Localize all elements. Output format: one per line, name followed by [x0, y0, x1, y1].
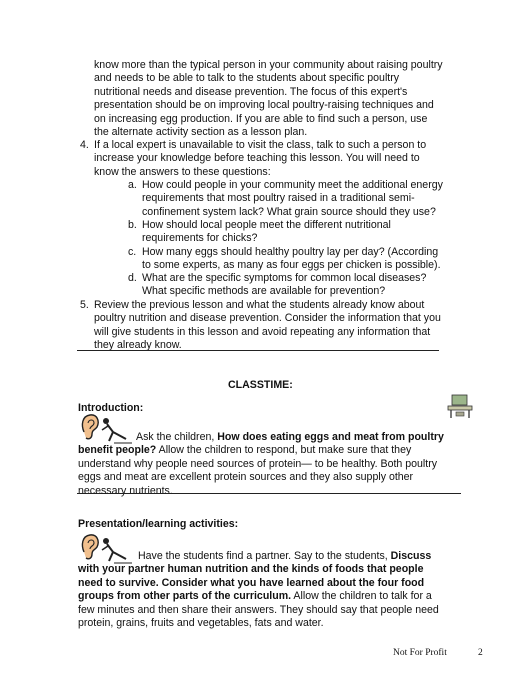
presentation-paragraph: [78, 550, 448, 630]
classtime-heading: CLASSTIME:: [228, 379, 293, 391]
list-item-text: If a local expert is unavailable to visit the class, talk to such a person to increase your knowledge before teaching this lesson. You will need to know the answers to these questions:: [94, 139, 427, 178]
introduction-paragraph: [78, 431, 448, 498]
sub-item-letter: a.: [128, 179, 137, 191]
section-divider: [77, 350, 439, 351]
introduction-heading: Introduction:: [78, 402, 144, 414]
list-item-number: 5.: [80, 299, 89, 311]
sub-item-text: How should local people meet the different nutritional requirements for chicks?: [142, 219, 391, 245]
introduction-text: Allow the children to respond, but make sure that they understand why people need sources of protein— to be healthy. Both poultry eggs and meat are excellent protein sources and they also supply other necessary nutrients.: [78, 444, 438, 497]
footer-label: Not For Profit: [393, 648, 447, 658]
item-3-continuation: know more than the typical person in your community about raising poultry and needs to be able to talk to the students about specific poultry nutritional needs and disease prevention. The focus of this expert's presentation should be on improving local poultry-raising techniques and on increasing egg production. If you are able to find such a person, use the alternate activity section as a lesson plan.: [94, 59, 443, 139]
sub-item-text: How could people in your community meet the additional energy requirements that most poultry raised in a traditional semi-confinement system lack? What grain source should they use?: [142, 179, 443, 218]
sub-item-letter: c.: [128, 246, 137, 258]
sub-item-text: What are the specific symptoms for common local diseases? What specific methods are available for prevention?: [142, 272, 427, 298]
introduction-lead: Ask the children,: [136, 431, 218, 443]
presentation-lead: Have the students find a partner. Say to the students,: [138, 550, 391, 562]
presentation-heading: Presentation/learning activities:: [78, 518, 239, 530]
list-item-number: 4.: [80, 139, 89, 151]
sub-item-text: How many eggs should healthy poultry lay per day? (According to some experts, as many as four eggs per chicken is possible).: [142, 246, 441, 272]
presentation-prompt: Discuss with your partner human nutrition and the kinds of foods that people need to survive. Consider what you have learned about the four food groups from other parts of the curriculum.: [78, 550, 432, 603]
list-item-text: Review the previous lesson and what the students already know about poultry nutrition and disease prevention. Consider the information that you will give students in this lesson and avoid repeating any information that they already know.: [94, 299, 441, 352]
presentation-text: Allow the children to talk for a few minutes and then share their answers. They should say that people need protein, grains, fruits and vegetables, fats and water.: [78, 590, 439, 630]
section-divider: [77, 493, 461, 494]
sub-item-letter: d.: [128, 272, 137, 284]
introduction-question: How does eating eggs and meat from poultry benefit people?: [78, 431, 444, 457]
page-number: 2: [478, 648, 483, 658]
classroom-desk-icon: [445, 392, 475, 420]
sub-item-letter: b.: [128, 219, 137, 231]
